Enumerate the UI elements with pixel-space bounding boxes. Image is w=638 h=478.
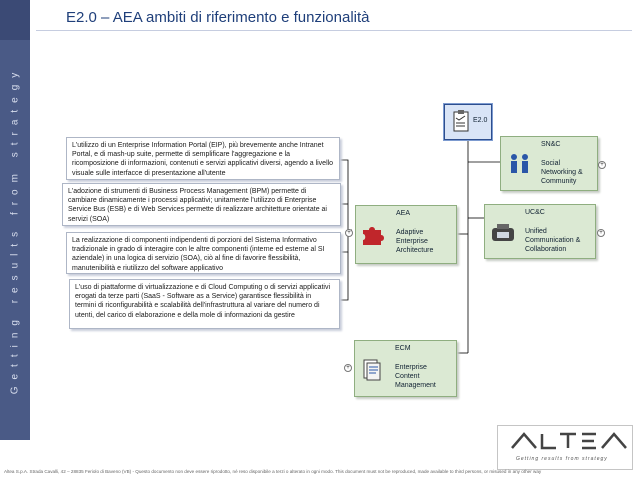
puzzle-icon [360, 224, 386, 251]
root-node-e20[interactable] [444, 104, 492, 140]
node-aea-line2: Enterprise [396, 238, 428, 245]
sidebar-tagline: Getting results from strategy [9, 65, 21, 395]
footer-disclaimer: Altea S.p.A. Strada Cavalli, 42 – 28835 Feriolo di Baveno (VB) - Questo documento non deve essere riprodotto, né reso disponibile a terzi o alterato in ogni modo. This document must not be reproduced, made available to third persons, or misused in any other way [4, 469, 542, 474]
node-ecm-line2: Content [395, 373, 420, 380]
node-ecm-expander[interactable]: + [344, 364, 352, 372]
node-snc-line3: Community [541, 178, 577, 185]
company-logo [497, 425, 633, 470]
node-snc[interactable] [500, 136, 598, 191]
node-ecm-title: ECM [395, 345, 411, 352]
node-ucc-line3: Collaboration [525, 246, 567, 253]
node-aea-line3: Architecture [396, 247, 434, 254]
node-ucc[interactable] [484, 204, 596, 259]
phone-icon [491, 223, 515, 248]
node-ecm[interactable] [354, 340, 457, 397]
node-aea-title: AEA [396, 210, 411, 217]
node-ucc-line2: Communication & [525, 237, 581, 244]
node-ecm-line1: Enterprise [395, 364, 427, 371]
text-box-eip: L'utilizzo di un Enterprise Information Portal (EIP), più brevemente anche Intranet Portal, e di mash-up suite, permette di semplificare l'aggregazione e la ricomposizione di informazioni, contenuti e servizi applicativi diversi, agendo a livello visuale sulle interfacce di presentazione all'utente [66, 137, 340, 180]
node-ucc-title: UC&C [525, 209, 545, 216]
node-ecm-line3: Management [395, 382, 436, 389]
content-icon [361, 359, 383, 386]
node-snc-expander[interactable]: + [598, 161, 606, 169]
slide-title: E2.0 – AEA ambiti di riferimento e funzionalità [66, 9, 370, 26]
text-box-cloud: L'uso di piattaforme di virtualizzazione e di Cloud Computing o di servizi applicativi erogati da terze parti (SaaS - Software as a Service) garantisce flessibilità in termini di riconfigurabilità e scalabilità dell'infrastruttura al variare del numero di utenti, del carico di elaborazione e della mole di informazioni da gestire [69, 279, 340, 329]
text-box-bpm: L'adozione di strumenti di Business Process Management (BPM) permette di cambiare dinamicamente i processi applicativi; unitamente l'utilizzo di Enterprise Service Bus (ESB) e di Web Services permette di realizzare architetture orientate ai servizi (SOA) [62, 183, 341, 226]
node-snc-line2: Networking & [541, 169, 583, 176]
node-aea[interactable] [355, 205, 457, 264]
text-box-components: La realizzazione di componenti indipendenti di porzioni del Sistema Informativo tradizionale in grado di interagire con le altre componenti (interne ed esterne al SI aziendale) in una logica di servizio (SOA), ciò al fine di favorire flessibilità, manutenibilità e riutilizzo del software applicativo [66, 232, 341, 274]
root-node-label: E2.0 [473, 117, 488, 124]
logo-tagline: Getting results from strategy [516, 456, 608, 462]
node-snc-line1: Social [541, 160, 561, 167]
people-icon [508, 153, 532, 180]
node-ucc-line1: Unified [525, 228, 547, 235]
altea-logo-icon [498, 426, 634, 456]
node-aea-line1: Adaptive [396, 229, 424, 236]
node-snc-title: SN&C [541, 141, 561, 148]
node-ucc-expander[interactable]: + [597, 229, 605, 237]
node-aea-expander[interactable]: + [345, 229, 353, 237]
clipboard-icon [453, 110, 469, 137]
